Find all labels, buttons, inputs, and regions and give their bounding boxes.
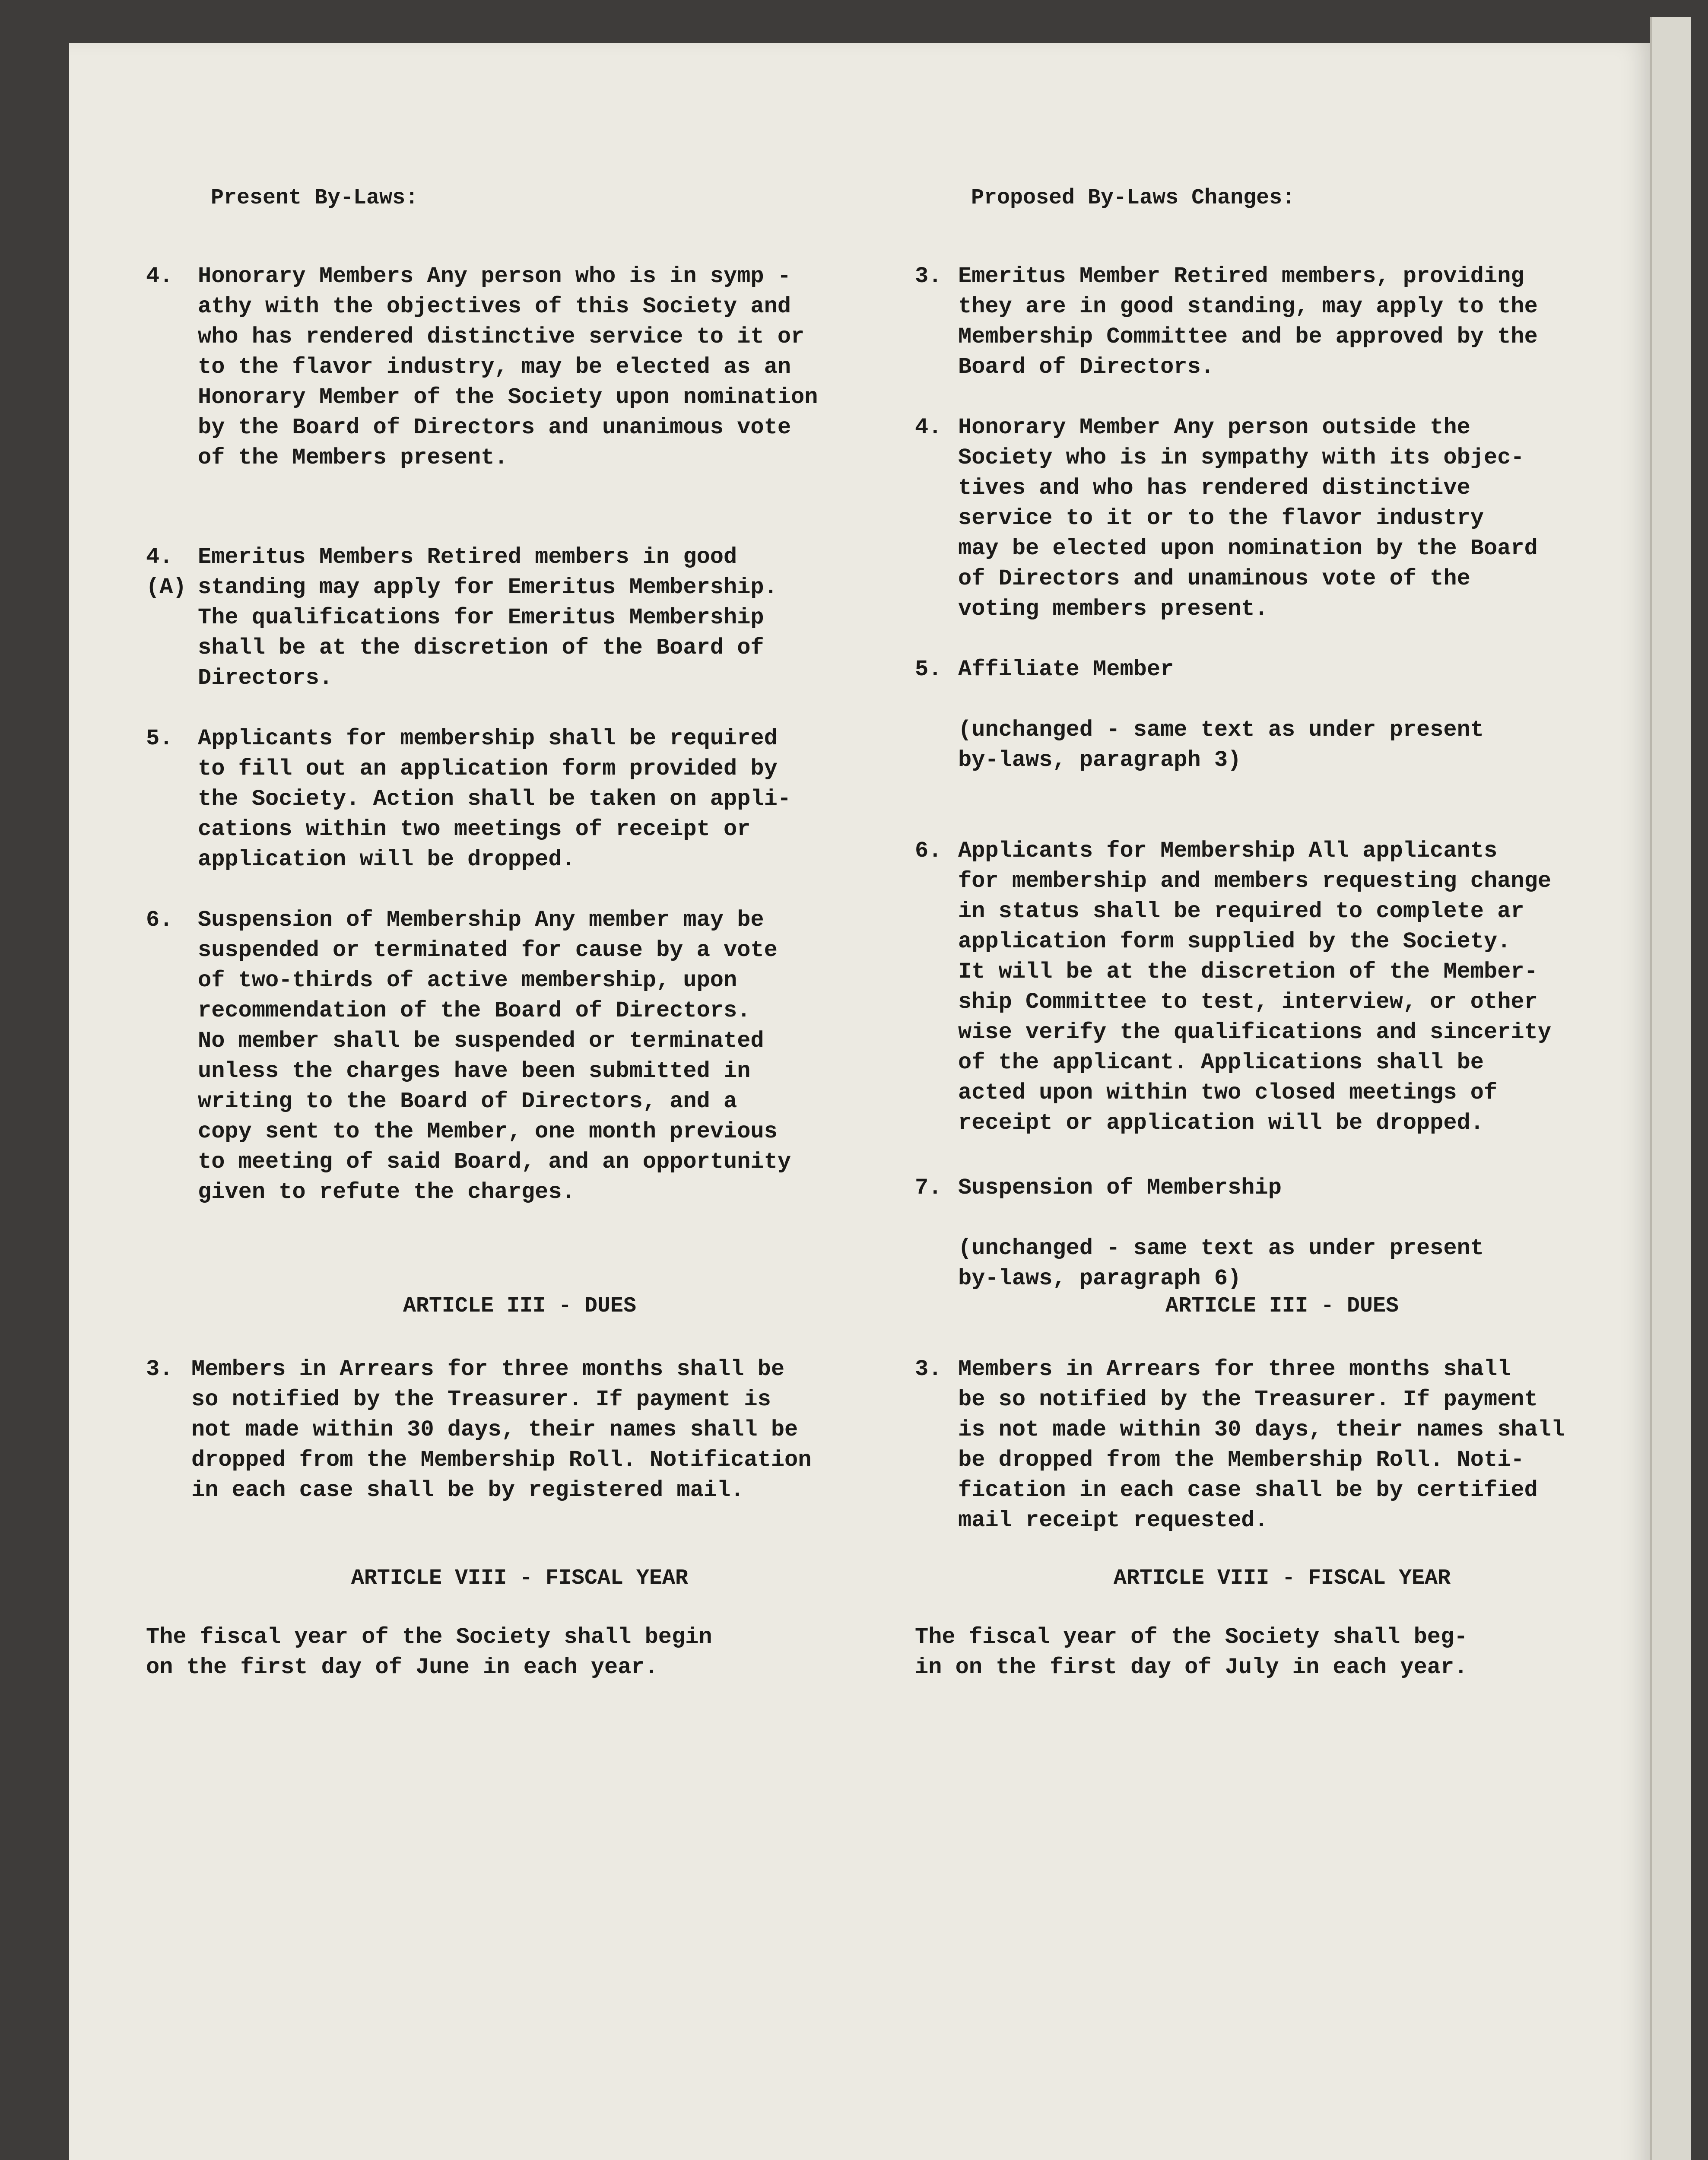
text-line: by the Board of Directors and unanimous vote (198, 415, 791, 440)
text-line: suspended or terminated for cause by a vote (198, 937, 778, 963)
text-line: Emeritus Member Retired members, providing (958, 264, 1524, 289)
text-line: copy sent to the Member, one month previous (198, 1119, 778, 1144)
text-line: in on the first day of July in each year. (915, 1655, 1468, 1680)
text-line: in each case shall be by registered mail. (191, 1477, 744, 1503)
text-line: Membership Committee and be approved by the (958, 324, 1538, 349)
text-line: recommendation of the Board of Directors. (198, 998, 751, 1023)
text-line: the Society. Action shall be taken on appli- (198, 786, 791, 812)
document-page (69, 43, 1650, 2160)
text-line: for membership and members requesting change (958, 868, 1552, 894)
text-line: who has rendered distinctive service to it or (198, 324, 805, 349)
item-number: 7. (915, 1175, 942, 1201)
text-line: (unchanged - same text as under present (958, 1236, 1484, 1261)
text-line: application form supplied by the Society. (958, 929, 1511, 954)
item-number: 6. (146, 907, 173, 933)
text-line: voting members present. (958, 596, 1268, 622)
item-number: 3. (146, 1356, 173, 1382)
proposed-bylaws-heading: Proposed By-Laws Changes: (971, 186, 1295, 210)
text-line: by-laws, paragraph 3) (958, 747, 1241, 773)
text-line: Honorary Member of the Society upon nomination (198, 384, 818, 410)
text-line: ship Committee to test, interview, or other (958, 989, 1538, 1015)
text-line: Honorary Members Any person who is in symp - (198, 264, 791, 289)
text-line: is not made within 30 days, their names shall (958, 1417, 1565, 1442)
text-line: dropped from the Membership Roll. Notification (191, 1447, 812, 1473)
text-line: of the Members present. (198, 445, 508, 470)
text-line: of two-thirds of active membership, upon (198, 968, 737, 993)
text-line: be so notified by the Treasurer. If payment (958, 1387, 1538, 1412)
text-line: Emeritus Members Retired members in good (198, 544, 737, 570)
text-line: wise verify the qualifications and sincerity (958, 1020, 1552, 1045)
text-line: Applicants for Membership All applicants (958, 838, 1498, 864)
present-article3-title: ARTICLE III - DUES (403, 1294, 637, 1318)
text-line: service to it or to the flavor industry (958, 505, 1484, 531)
item-number: 5. (915, 657, 942, 682)
text-line: be dropped from the Membership Roll. Noti- (958, 1447, 1524, 1473)
text-line: so notified by the Treasurer. If payment is (191, 1387, 771, 1412)
item-number: 3. (915, 264, 942, 289)
text-line: The fiscal year of the Society shall beg- (915, 1624, 1468, 1650)
text-line: cations within two meetings of receipt or (198, 816, 751, 842)
text-line: Affiliate Member (958, 657, 1174, 682)
text-line: not made within 30 days, their names shall be (191, 1417, 798, 1442)
item-number: 4. (146, 264, 173, 289)
text-line: Board of Directors. (958, 354, 1214, 380)
item-number: 4. (915, 415, 942, 440)
present-article8-title: ARTICLE VIII - FISCAL YEAR (351, 1566, 689, 1591)
text-line: Members in Arrears for three months shall be (191, 1356, 785, 1382)
text-line: may be elected upon nomination by the Board (958, 536, 1538, 561)
text-line: athy with the objectives of this Society and (198, 294, 791, 319)
proposed-article3-title: ARTICLE III - DUES (1165, 1294, 1399, 1318)
text-line: Society who is in sympathy with its objec- (958, 445, 1524, 470)
text-line: standing may apply for Emeritus Membership. (198, 575, 778, 600)
text-line: acted upon within two closed meetings of (958, 1080, 1498, 1105)
text-line: in status shall be required to complete ar (958, 899, 1524, 924)
item-number: 3. (915, 1356, 942, 1382)
item-number: 4.(A) (146, 544, 187, 600)
proposed-article8-title: ARTICLE VIII - FISCAL YEAR (1113, 1566, 1451, 1591)
text-line: Honorary Member Any person outside the (958, 415, 1470, 440)
text-line (958, 685, 1658, 715)
present-bylaws-heading: Present By-Laws: (211, 186, 419, 210)
text-line: The qualifications for Emeritus Membership (198, 605, 764, 630)
text-line: application will be dropped. (198, 847, 575, 872)
text-line: to fill out an application form provided by (198, 756, 778, 781)
text-line: Suspension of Membership Any member may be (198, 907, 764, 933)
text-line: It will be at the discretion of the Member- (958, 959, 1538, 985)
text-line: to the flavor industry, may be elected as an (198, 354, 791, 380)
text-line: unless the charges have been submitted in (198, 1058, 751, 1084)
text-line: No member shall be suspended or terminated (198, 1028, 764, 1054)
text-line: to meeting of said Board, and an opportunity (198, 1149, 791, 1175)
text-line: writing to the Board of Directors, and a (198, 1089, 737, 1114)
text-line: Directors. (198, 665, 333, 691)
text-line: by-laws, paragraph 6) (958, 1266, 1241, 1291)
present-article8-text (146, 1622, 712, 1683)
text-line: Members in Arrears for three months shall (958, 1356, 1511, 1382)
text-line: of the applicant. Applications shall be (958, 1050, 1484, 1075)
text-line: on the first day of June in each year. (146, 1655, 658, 1680)
text-line: The fiscal year of the Society shall begin (146, 1624, 712, 1650)
text-line: tives and who has rendered distinctive (958, 475, 1470, 501)
text-line: receipt or application will be dropped. (958, 1110, 1484, 1136)
text-line: given to refute the charges. (198, 1179, 575, 1205)
proposed-article8-text (915, 1622, 1467, 1683)
text-line: mail receipt requested. (958, 1508, 1268, 1533)
text-line: of Directors and unaminous vote of the (958, 566, 1470, 591)
item-number: 5. (146, 726, 173, 751)
text-line: shall be at the discretion of the Board of (198, 635, 764, 661)
adjacent-page-edge (1650, 17, 1691, 2160)
text-line (958, 1203, 1658, 1233)
text-line: (unchanged - same text as under present (958, 717, 1484, 743)
text-line: Suspension of Membership (958, 1175, 1282, 1201)
text-line: Applicants for membership shall be required (198, 726, 778, 751)
item-number: 6. (915, 838, 942, 864)
text-line: they are in good standing, may apply to the (958, 294, 1538, 319)
text-line: fication in each case shall be by certified (958, 1477, 1538, 1503)
